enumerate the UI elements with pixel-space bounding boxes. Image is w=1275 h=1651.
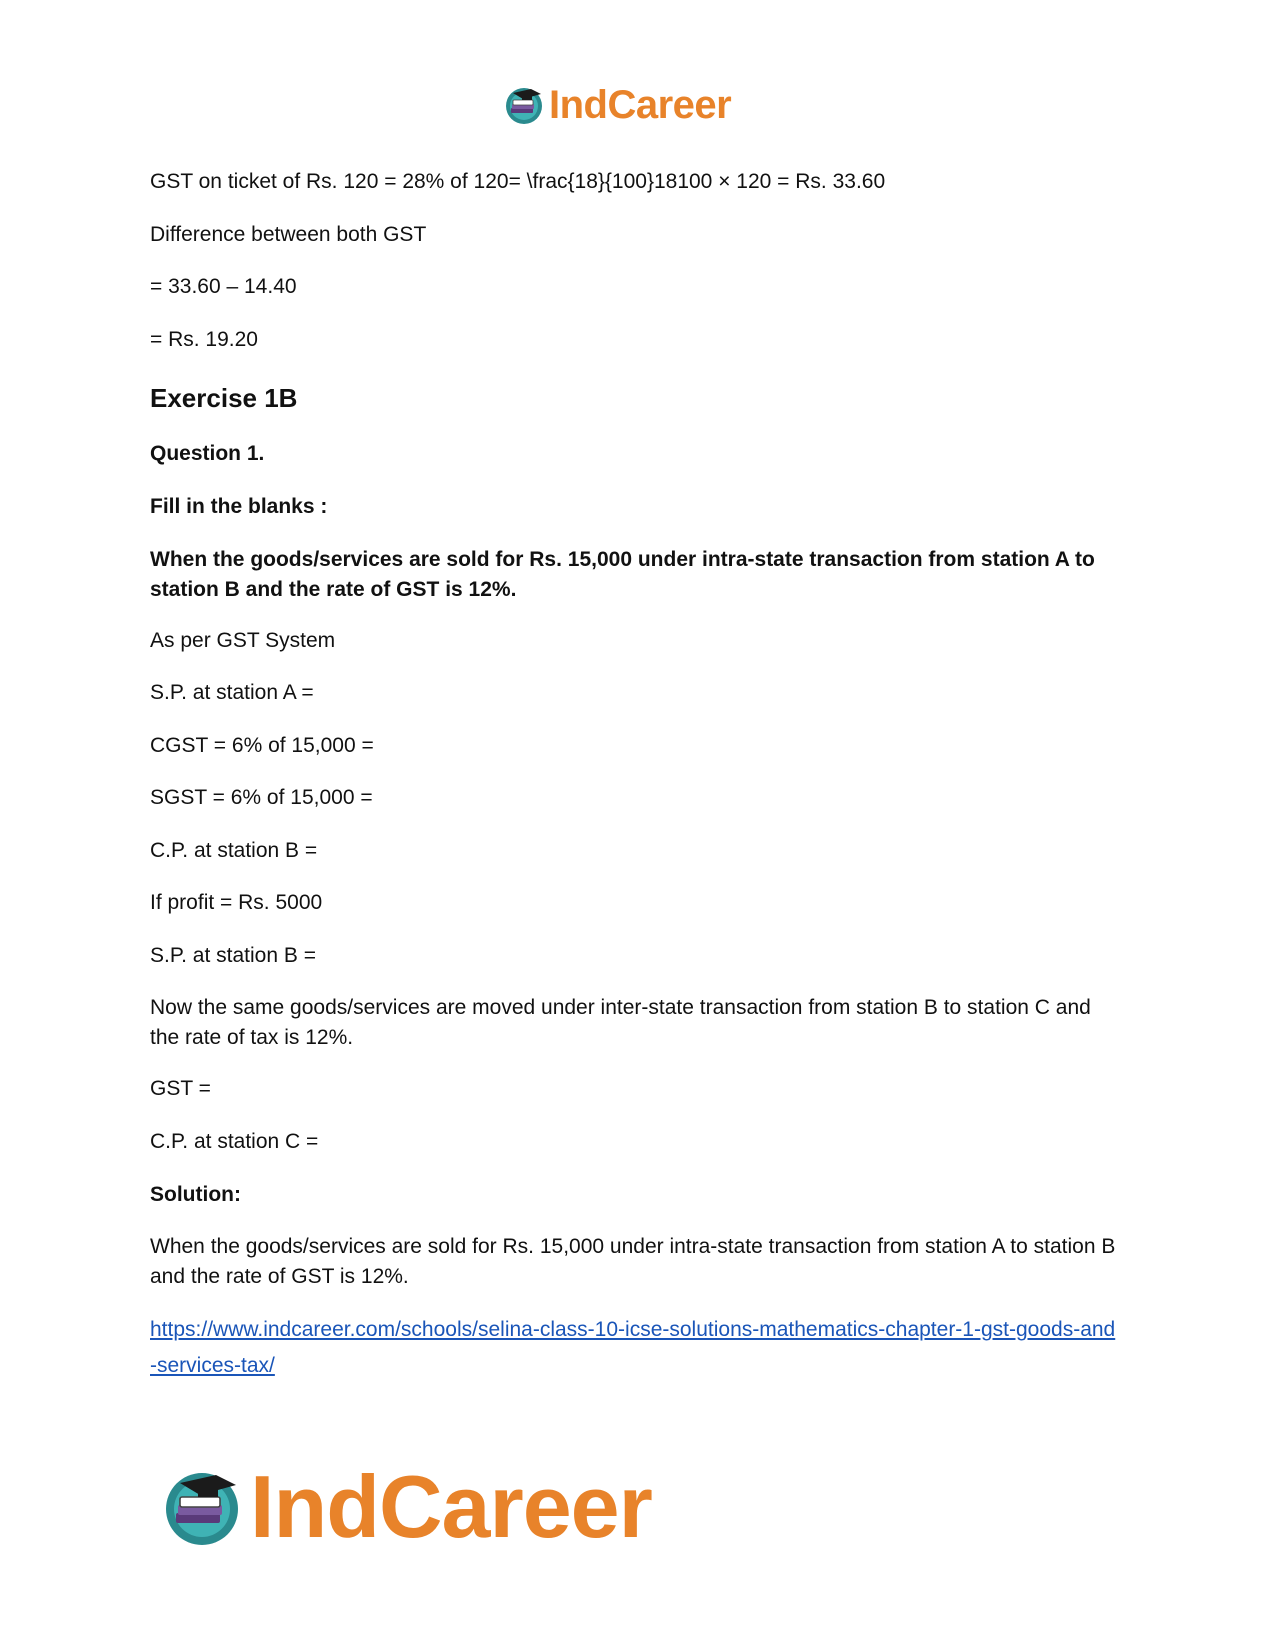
cp-station-c-line: C.P. at station C = [150, 1130, 319, 1153]
gst-ticket-line: GST on ticket of Rs. 120 = 28% of 120= \frac{18}{100}18100 × 120 = Rs. 33.60 [150, 170, 886, 193]
blank-line: If profit = Rs. 5000 [150, 891, 323, 914]
fill-blanks-label: Fill in the blanks : [150, 495, 328, 518]
gst-blank-line: GST = [150, 1077, 211, 1100]
solution-label: Solution: [150, 1183, 241, 1206]
subtraction-line: = 33.60 – 14.40 [150, 275, 297, 298]
solution-text: When the goods/services are sold for Rs. 15,000 under intra-state transaction from station A to station B and the rate of GST is 12%. [150, 1235, 1116, 1288]
blank-line: SGST = 6% of 15,000 = [150, 786, 373, 809]
blank-line: CGST = 6% of 15,000 = [150, 734, 374, 757]
difference-result-line: = Rs. 19.20 [150, 328, 258, 351]
footer-logo [160, 1457, 652, 1556]
inter-state-text: Now the same goods/services are moved under inter-state transaction from station B to station C and the rate of tax is 12%. [150, 996, 1091, 1049]
graduation-cap-icon [160, 1465, 244, 1549]
blank-line: As per GST System [150, 629, 336, 652]
blank-line: S.P. at station A = [150, 681, 314, 704]
difference-line: Difference between both GST [150, 223, 427, 246]
footer-logo-text: IndCareer [250, 1457, 652, 1556]
question-text: When the goods/services are sold for Rs. 15,000 under intra-state transaction from station A to station B and the rate of GST is 12%. [150, 548, 1095, 601]
header-logo-text: IndCareer [549, 82, 732, 127]
question-label: Question 1. [150, 442, 265, 465]
header-logo [503, 80, 731, 130]
blank-line: C.P. at station B = [150, 839, 318, 862]
blank-line: S.P. at station B = [150, 944, 316, 967]
exercise-heading: Exercise 1B [150, 383, 298, 413]
graduation-cap-icon [503, 84, 545, 126]
source-url-link[interactable]: https://www.indcareer.com/schools/selina-class-10-icse-solutions-mathematics-chapter-1-gst-goods-and-services-tax/ [150, 1318, 1116, 1377]
